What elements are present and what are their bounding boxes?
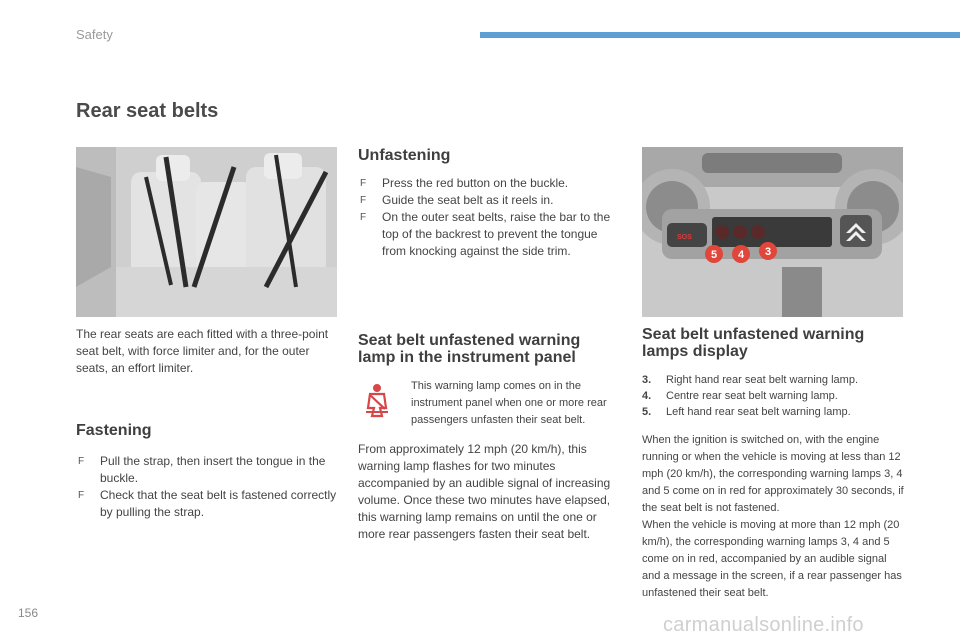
callout-4: 4 bbox=[737, 249, 745, 261]
list-item: 4. Centre rear seat belt warning lamp. bbox=[642, 390, 838, 402]
list-item: F Pull the strap, then insert the tongue in the buckle. bbox=[78, 454, 326, 485]
intro-text: The rear seats are each fitted with a three-point seat belt, with force limiter and, for the outer seats, an effort limiter. bbox=[76, 327, 329, 375]
bullet-marker: F bbox=[360, 212, 367, 223]
right-column bbox=[642, 326, 904, 602]
callout-5: 5 bbox=[710, 249, 718, 261]
bullet-marker: F bbox=[78, 490, 85, 501]
warning-lamp-row bbox=[358, 378, 622, 429]
list-item: 5. Left hand rear seat belt warning lamp. bbox=[642, 406, 851, 418]
list-item: 3. Right hand rear seat belt warning lamp. bbox=[642, 374, 858, 386]
bullet-marker: F bbox=[360, 195, 367, 206]
instrument-lamp-heading: Seat belt unfastened warning lamp in the instrument panel bbox=[358, 332, 581, 366]
seatbelt-warning-icon bbox=[358, 382, 396, 418]
fastening-heading: Fastening bbox=[76, 422, 152, 439]
fastening-list bbox=[76, 453, 338, 521]
lamps-list bbox=[642, 372, 904, 420]
unfastening-heading: Unfastening bbox=[358, 147, 451, 164]
sos-button-label: SOS bbox=[677, 234, 692, 241]
middle-column bbox=[358, 147, 622, 543]
list-item: F On the outer seat belts, raise the bar to the top of the backrest to prevent the tongue from knocking against the side trim. bbox=[360, 210, 611, 258]
left-column bbox=[76, 326, 338, 521]
watermark: carmanualsonline.info bbox=[663, 614, 864, 636]
section-label: Safety bbox=[76, 27, 113, 42]
rear-seats-photo bbox=[76, 147, 337, 317]
list-item: F Press the red button on the buckle. bbox=[360, 176, 569, 190]
list-item: F Check that the seat belt is fastened correctly by pulling the strap. bbox=[78, 488, 337, 519]
lamps-display-body-1: When the ignition is switched on, with the engine running or when the vehicle is moving at less than 12 mph (20 km/h), the corresponding warning lamps 3, 4 and 5 come on in red for approximately 30 seconds, if the seat belt is not fastened. bbox=[642, 434, 904, 514]
bullet-marker: F bbox=[360, 178, 367, 189]
warning-lamps-photo bbox=[642, 147, 903, 317]
callout-3: 3 bbox=[764, 246, 772, 258]
list-item: F Guide the seat belt as it reels in. bbox=[360, 193, 554, 207]
unfastening-list bbox=[358, 175, 622, 260]
warning-lamp-text: This warning lamp comes on in the instrument panel when one or more rear passengers unfasten their seat belt. bbox=[411, 380, 607, 426]
bullet-marker: F bbox=[78, 456, 85, 467]
lamps-display-body-2: When the vehicle is moving at more than 12 mph (20 km/h), the corresponding warning lamps 3, 4 and 5 come on in red, accompanied by an audible signal and a message in the screen, if a rear passenger has unfastened their seat belt. bbox=[642, 519, 902, 599]
instrument-lamp-body: From approximately 12 mph (20 km/h), this warning lamp flashes for two minutes accompanied by an audible signal of increasing volume. Once these two minutes have elapsed, this warning lamp remains on until the one or more rear passengers fasten their seat belt. bbox=[358, 442, 611, 541]
section-header-bar bbox=[480, 32, 960, 38]
lamps-display-heading: Seat belt unfastened warning lamps display bbox=[642, 326, 865, 360]
page-title: Rear seat belts bbox=[76, 100, 219, 122]
page-number: 156 bbox=[18, 606, 39, 620]
